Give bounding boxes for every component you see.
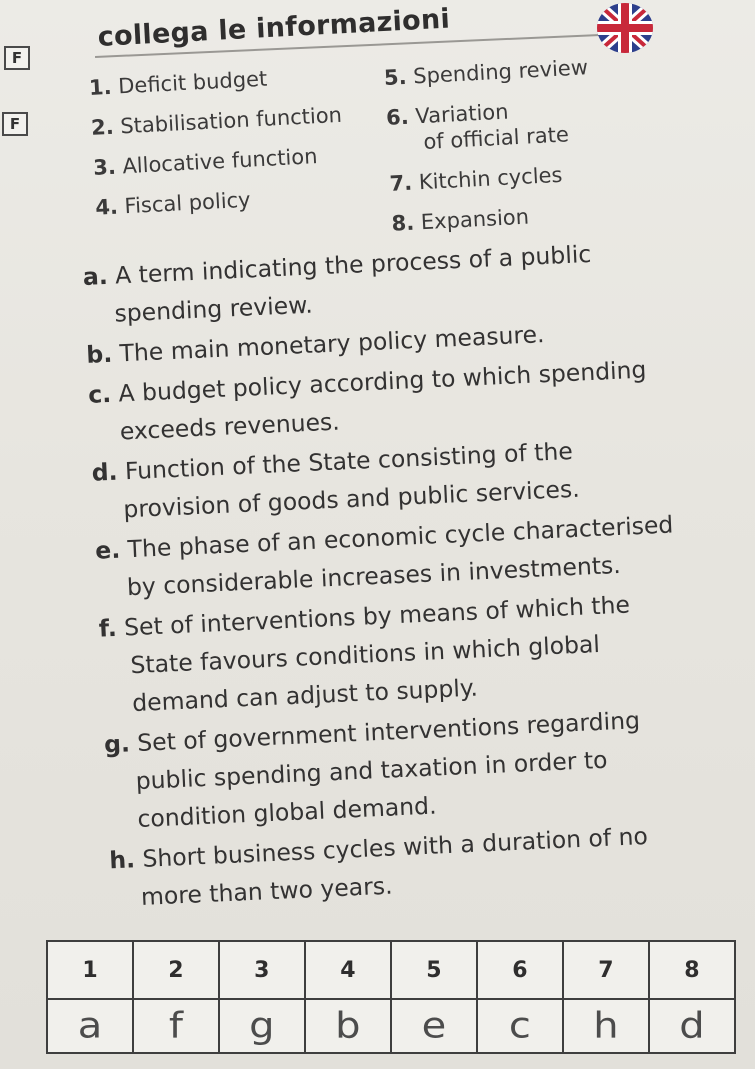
answer-cell[interactable] (47, 999, 133, 1053)
answer-table-header-cell: 5 (391, 941, 477, 999)
term-number: 4. (94, 194, 119, 220)
answer-table-header-cell: 3 (219, 941, 305, 999)
answer-table-header-cell: 8 (649, 941, 735, 999)
definition-letter: h. (108, 845, 136, 875)
term-label: Allocative function (121, 144, 319, 179)
handwritten-answer: d (679, 1005, 705, 1047)
answer-cell[interactable] (477, 999, 563, 1053)
term-label: Variation (414, 99, 510, 129)
definition-letter: e. (94, 535, 121, 565)
term-label-continuation: of official rate (422, 122, 570, 154)
handwritten-answer: e (421, 1005, 447, 1047)
definition-text: A term indicating the process of a public spending review. (113, 239, 592, 328)
answer-table-header-row (47, 941, 735, 999)
answer-table (46, 940, 736, 1054)
term-label: Expansion (420, 204, 530, 235)
answer-table-answer-row (47, 999, 735, 1053)
term-number: 3. (92, 154, 117, 180)
term-label: Stabilisation function (119, 102, 343, 139)
definition-text: Function of the State consisting of the provision of goods and public services. (122, 436, 581, 524)
answer-table-header-cell: 4 (305, 941, 391, 999)
definition-letter: g. (103, 729, 131, 759)
answer-cell[interactable] (563, 999, 649, 1053)
term-number: 2. (90, 114, 115, 140)
definition-letter: a. (82, 261, 109, 291)
definition-letter: c. (87, 379, 112, 409)
definition-text: Short business cycles with a duration of no more than two years. (140, 821, 649, 911)
answer-cell[interactable] (305, 999, 391, 1053)
handwritten-answer: a (77, 1005, 103, 1047)
term-label: Kitchin cycles (418, 162, 564, 195)
answer-cell[interactable] (649, 999, 735, 1053)
uk-flag-icon (596, 2, 654, 54)
definition-letter: f. (98, 613, 118, 643)
terms-column-right (383, 47, 597, 243)
terms-column-left (88, 55, 347, 228)
page-title: collega le informazioni (97, 3, 451, 53)
section-tag-top: F (4, 46, 30, 70)
definition-letter: b. (85, 339, 113, 369)
term-number: 8. (391, 210, 415, 236)
definition-text: A budget policy according to which spending exceeds revenues. (117, 355, 647, 446)
answer-cell[interactable] (391, 999, 477, 1053)
answer-table-header-cell: 1 (47, 941, 133, 999)
definition-text: Set of interventions by means of which the State favours conditions in which global demand can adjust to supply. (123, 590, 631, 718)
term-label: Fiscal policy (123, 187, 252, 219)
term-number: 6. (385, 104, 410, 130)
handwritten-answer: c (508, 1005, 531, 1047)
definition-text: The main monetary policy measure. (118, 320, 546, 368)
section-tag-left: F (2, 112, 28, 136)
definition-letter: d. (91, 457, 119, 487)
answer-cell[interactable] (219, 999, 305, 1053)
handwritten-answer: g (249, 1005, 275, 1047)
handwritten-answer: b (335, 1005, 361, 1047)
definition-text: Set of government interventions regarding public spending and taxation in order to condition global demand. (135, 706, 641, 834)
answer-table-header-cell: 2 (133, 941, 219, 999)
term-number: 5. (383, 64, 408, 90)
answer-cell[interactable] (133, 999, 219, 1053)
answer-table-header-cell: 7 (563, 941, 649, 999)
term-number: 7. (388, 170, 413, 196)
handwritten-answer: h (593, 1005, 619, 1047)
definition-text: The phase of an economic cycle characterised by considerable increases in investments. (126, 510, 674, 602)
answer-table-header-cell: 6 (477, 941, 563, 999)
term-label: Deficit budget (117, 66, 268, 99)
term-label: Spending review (412, 55, 589, 89)
term-number: 1. (88, 74, 113, 100)
definitions-list (82, 231, 701, 919)
handwritten-answer: f (168, 1005, 183, 1047)
